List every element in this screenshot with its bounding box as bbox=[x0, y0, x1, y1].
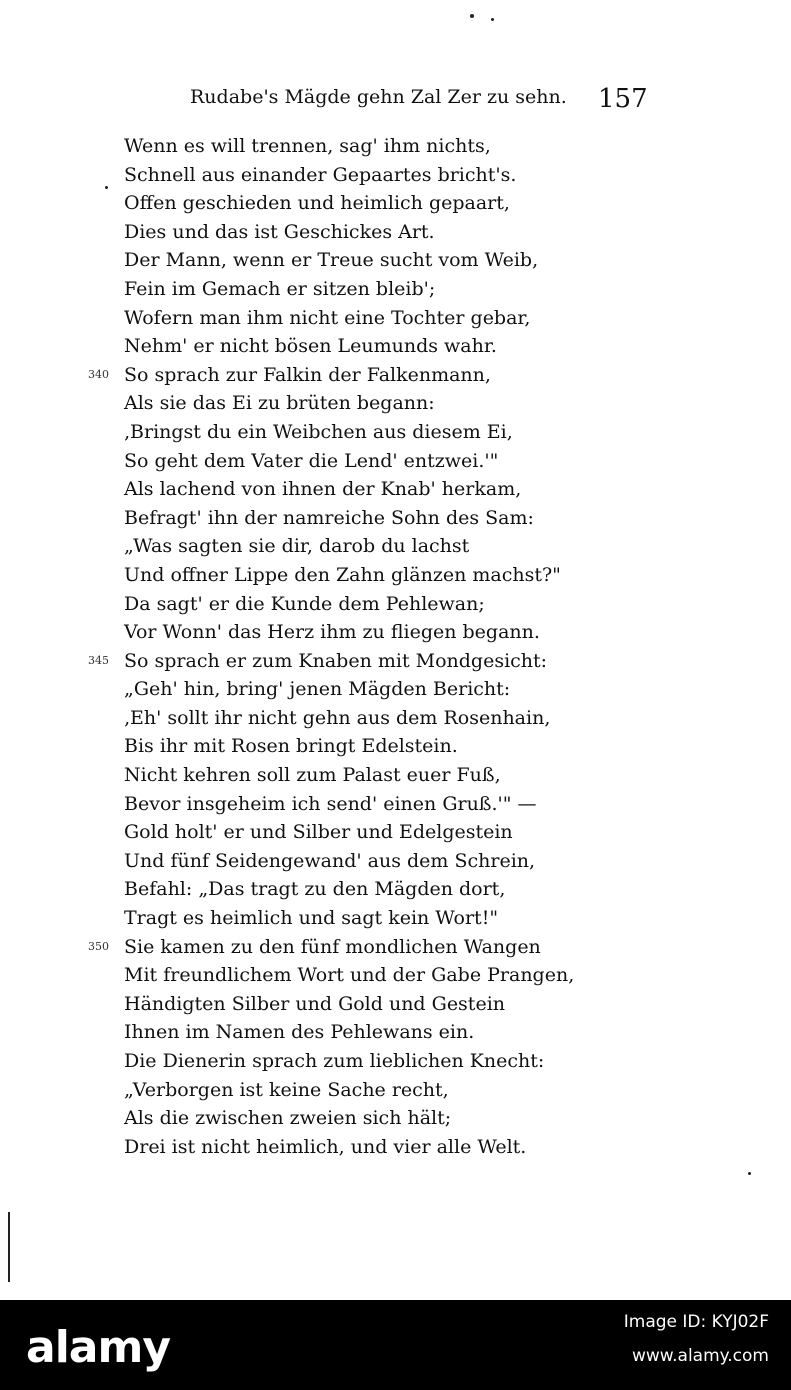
verse-line bbox=[124, 304, 564, 333]
verse-line bbox=[124, 332, 564, 361]
alamy-logo: alamy bbox=[26, 1322, 170, 1373]
verse-text: Da sagt' er die Kunde dem Pehlewan; bbox=[124, 592, 485, 615]
verse-text: „Verborgen ist keine Sache recht, bbox=[124, 1078, 449, 1101]
verse-text: Befragt' ihn der namreiche Sohn des Sam: bbox=[124, 506, 534, 529]
verse-text: Und fünf Seidengewand' aus dem Schrein, bbox=[124, 849, 536, 872]
verse-text: Befahl: „Das tragt zu den Mägden dort, bbox=[124, 878, 506, 901]
verse-line bbox=[124, 1104, 564, 1133]
verse-text: Als sie das Ei zu brüten begann: bbox=[124, 392, 435, 415]
verse-line bbox=[124, 1018, 564, 1047]
line-number: 350 bbox=[88, 939, 109, 953]
scan-speck bbox=[105, 186, 108, 189]
verse-line bbox=[88, 361, 564, 390]
verse-text: Drei ist nicht heimlich, und vier alle Welt. bbox=[124, 1135, 527, 1158]
verse-line bbox=[124, 675, 564, 704]
verse-text: Ihnen im Namen des Pehlewans ein. bbox=[124, 1021, 475, 1044]
watermark-footer bbox=[0, 1300, 791, 1390]
verse-line bbox=[124, 561, 564, 590]
scan-edge-mark bbox=[8, 1212, 10, 1282]
verse-text: Dies und das ist Geschickes Art. bbox=[124, 220, 435, 243]
verse-text: Bis ihr mit Rosen bringt Edelstein. bbox=[124, 735, 458, 758]
scan-speck bbox=[470, 14, 474, 18]
verse-text: Nicht kehren soll zum Palast euer Fuß, bbox=[124, 764, 501, 787]
verse-text: Als lachend von ihnen der Knab' herkam, bbox=[124, 478, 522, 501]
verse-line bbox=[124, 504, 564, 533]
verse-text: Wenn es will trennen, sag' ihm nichts, bbox=[124, 135, 491, 157]
verse-line bbox=[124, 1133, 564, 1162]
verse-text: Nehm' er nicht bösen Leumunds wahr. bbox=[124, 335, 497, 358]
verse-text: Schnell aus einander Gepaartes bricht's. bbox=[124, 163, 517, 186]
verse-line bbox=[124, 818, 564, 847]
verse-line bbox=[124, 218, 564, 247]
verse-text: „Was sagten sie dir, darob du lachst bbox=[124, 535, 470, 558]
verse-line bbox=[124, 1047, 564, 1076]
verse-text: Bevor insgeheim ich send' einen Gruß.'" — bbox=[124, 792, 537, 815]
verse-text: Vor Wonn' das Herz ihm zu fliegen begann. bbox=[124, 621, 540, 644]
verse-text: ‚Bringst du ein Weibchen aus diesem Ei, bbox=[124, 420, 513, 443]
verse-line bbox=[124, 418, 564, 447]
line-number: 345 bbox=[88, 653, 109, 667]
verse-line bbox=[124, 161, 564, 190]
verse-line bbox=[124, 990, 564, 1019]
verse-line bbox=[124, 189, 564, 218]
verse-text: Tragt es heimlich und sagt kein Wort!" bbox=[124, 907, 499, 930]
verse-line bbox=[124, 275, 564, 304]
verse-line bbox=[124, 790, 564, 819]
verse-text: Der Mann, wenn er Treue sucht vom Weib, bbox=[124, 249, 539, 272]
verse-line bbox=[124, 532, 564, 561]
verse-text: Und offner Lippe den Zahn glänzen machst?" bbox=[124, 563, 561, 586]
verse-text: Die Dienerin sprach zum lieblichen Knecht: bbox=[124, 1050, 545, 1072]
page-number: 157 bbox=[598, 84, 648, 114]
verse-line bbox=[124, 132, 564, 161]
verse-text: „Geh' hin, bring' jenen Mägden Bericht: bbox=[124, 678, 511, 701]
verse-line bbox=[124, 475, 564, 504]
verse-line bbox=[124, 704, 564, 733]
line-number: 340 bbox=[88, 367, 109, 381]
verse-line bbox=[124, 246, 564, 275]
verse-text: Mit freundlichem Wort und der Gabe Prangen, bbox=[124, 964, 575, 987]
verse-line bbox=[124, 389, 564, 418]
verse-text: Händigten Silber und Gold und Gestein bbox=[124, 992, 506, 1015]
verse-text: Als die zwischen zweien sich hält; bbox=[124, 1107, 452, 1130]
verse-line bbox=[124, 904, 564, 933]
verse-text: ‚Eh' sollt ihr nicht gehn aus dem Rosenhain, bbox=[124, 706, 551, 729]
verse-line bbox=[124, 618, 564, 647]
verse-line bbox=[124, 961, 575, 990]
verse-text: Gold holt' er und Silber und Edelgestein bbox=[124, 821, 513, 844]
verse-line bbox=[124, 1076, 564, 1105]
verse-line bbox=[88, 933, 564, 962]
verse-line bbox=[88, 647, 564, 676]
verse-line bbox=[124, 875, 564, 904]
verse-text: So sprach er zum Knaben mit Mondgesicht: bbox=[124, 649, 548, 672]
verse-line bbox=[124, 732, 564, 761]
running-title: Rudabe's Mägde gehn Zal Zer zu sehn. bbox=[190, 86, 567, 108]
image-id-label: Image ID: KYJ02F bbox=[623, 1312, 769, 1332]
verse-text: So geht dem Vater die Lend' entzwei.'" bbox=[124, 449, 499, 472]
verse-text: Fein im Gemach er sitzen bleib'; bbox=[124, 277, 436, 300]
verse-text: Sie kamen zu den fünf mondlichen Wangen bbox=[124, 935, 541, 958]
verse-line bbox=[124, 590, 564, 619]
verse-block bbox=[88, 132, 575, 1161]
scan-speck bbox=[748, 1172, 751, 1175]
verse-text: Wofern man ihm nicht eine Tochter gebar, bbox=[124, 306, 531, 329]
verse-line bbox=[124, 447, 564, 476]
verse-text: Offen geschieden und heimlich gepaart, bbox=[124, 192, 510, 215]
website-label: www.alamy.com bbox=[631, 1346, 769, 1366]
verse-line bbox=[124, 847, 564, 876]
scan-speck bbox=[491, 18, 494, 21]
verse-line bbox=[124, 761, 564, 790]
verse-text: So sprach zur Falkin der Falkenmann, bbox=[124, 363, 491, 386]
